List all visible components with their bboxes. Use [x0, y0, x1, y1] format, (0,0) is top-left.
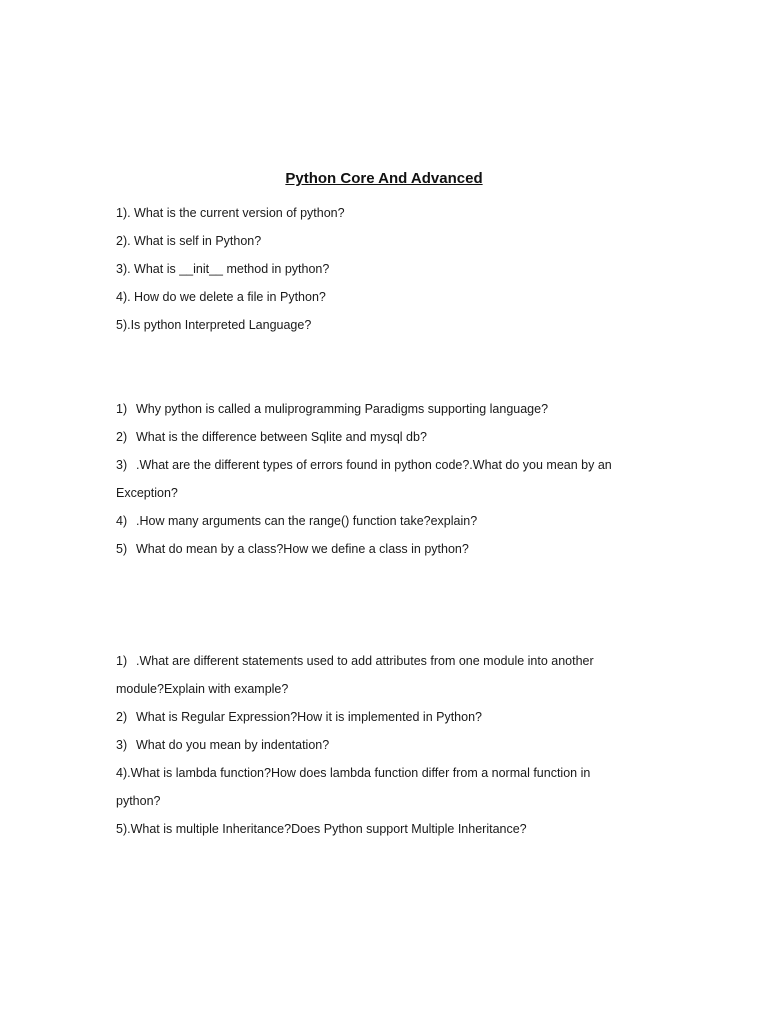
- question-line-continuation: python?: [116, 794, 161, 808]
- question-text: What is Regular Expression?How it is implemented in Python?: [136, 710, 482, 724]
- question-number: 1): [116, 402, 128, 416]
- question-line: 5).What is multiple Inheritance?Does Python support Multiple Inheritance?: [116, 822, 527, 836]
- question-text: What do you mean by indentation?: [136, 738, 330, 752]
- question-line: 4).What is lambda function?How does lambda function differ from a normal function in: [116, 766, 591, 780]
- question-text: .What are the different types of errors found in python code?.What do you mean by an: [136, 458, 612, 472]
- question-line: 4). How do we delete a file in Python?: [116, 290, 326, 304]
- question-text: .What are different statements used to add attributes from one module into another: [136, 654, 594, 668]
- question-line: [116, 429, 676, 445]
- question-line: 3). What is __init__ method in python?: [116, 262, 330, 276]
- document-title: Python Core And Advanced: [285, 170, 483, 187]
- question-number: 2): [116, 430, 128, 444]
- question-line: [116, 653, 676, 669]
- question-line: [116, 709, 676, 725]
- question-line: [116, 513, 676, 529]
- question-number: 2): [116, 710, 128, 724]
- question-line: [116, 401, 676, 417]
- question-line: 1). What is the current version of python?: [116, 206, 345, 220]
- question-number: 3): [116, 458, 128, 472]
- question-text: Why python is called a muliprogramming Paradigms supporting language?: [136, 402, 549, 416]
- question-number: 3): [116, 738, 128, 752]
- question-line: [116, 457, 676, 473]
- question-line: 2). What is self in Python?: [116, 234, 262, 248]
- question-number: 1): [116, 654, 128, 668]
- question-number: 5): [116, 542, 128, 556]
- question-text: What is the difference between Sqlite and mysql db?: [136, 430, 427, 444]
- question-line-continuation: Exception?: [116, 486, 178, 500]
- question-line: 5).Is python Interpreted Language?: [116, 318, 312, 332]
- question-text: What do mean by a class?How we define a class in python?: [136, 542, 469, 556]
- question-line: [116, 541, 676, 557]
- question-line-continuation: module?Explain with example?: [116, 682, 289, 696]
- question-number: 4): [116, 514, 128, 528]
- question-text: .How many arguments can the range() function take?explain?: [136, 514, 478, 528]
- question-line: [116, 737, 676, 753]
